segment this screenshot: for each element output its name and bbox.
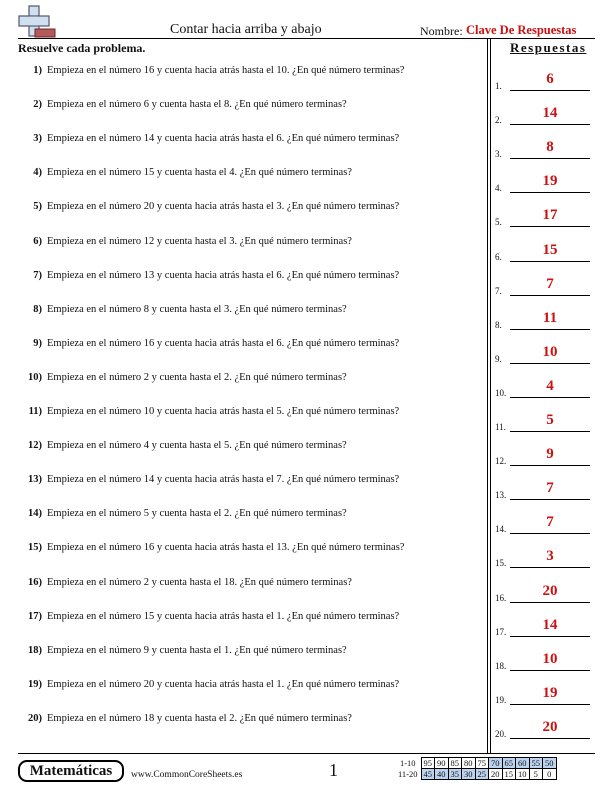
problem-number: 15)	[28, 542, 42, 554]
answer-line	[510, 329, 590, 330]
problem-item	[18, 406, 399, 422]
problem-text: Empieza en el número 16 y cuenta hacia atrás hasta el 6. ¿En qué número terminas?	[47, 337, 400, 349]
problem-text: Empieza en el número 16 y cuenta hacia atrás hasta el 10. ¿En qué número terminas?	[47, 65, 405, 76]
answer-line	[510, 738, 590, 739]
answer-number: 2.	[495, 115, 502, 126]
problem-item	[18, 542, 404, 558]
score-cell: 25	[475, 769, 489, 780]
problem-item	[18, 270, 399, 286]
score-cell: 45	[421, 769, 435, 780]
problem-text: Empieza en el número 2 y cuenta hasta el 18. ¿En qué número terminas?	[47, 576, 352, 588]
answer-item	[495, 512, 595, 536]
score-cell: 65	[502, 758, 516, 769]
problem-number: 18)	[28, 644, 42, 656]
problem-item	[18, 645, 347, 661]
answer-item	[495, 171, 595, 195]
score-row-label: 1-10	[399, 758, 416, 768]
problem-item	[18, 372, 347, 388]
answer-line	[510, 704, 590, 705]
problem-item	[18, 679, 399, 695]
answer-item	[495, 717, 595, 741]
problem-text: Empieza en el número 10 y cuenta hacia atrás hasta el 5. ¿En qué número terminas?	[47, 406, 400, 417]
problem-number: 20)	[28, 712, 42, 724]
problem-text: Empieza en el número 2 y cuenta hasta el 2. ¿En qué número terminas?	[47, 371, 347, 383]
answer-number: 18.	[495, 660, 507, 671]
score-cell: 80	[462, 758, 476, 769]
score-cell: 70	[489, 758, 503, 769]
problem-number: 3)	[33, 133, 42, 145]
column-divider	[487, 39, 488, 753]
answer-item	[495, 615, 595, 639]
answer-value: 10	[542, 343, 558, 360]
answer-item	[495, 444, 595, 468]
problem-text: Empieza en el número 20 y cuenta hacia atrás hasta el 1. ¿En qué número terminas?	[47, 678, 400, 690]
answer-item	[495, 342, 595, 366]
answer-line	[510, 499, 590, 500]
answer-line	[510, 124, 590, 125]
problem-number: 12)	[28, 440, 42, 452]
problem-text: Empieza en el número 16 y cuenta hacia atrás hasta el 13. ¿En qué número terminas?	[47, 542, 405, 554]
answer-value: 7	[546, 514, 554, 531]
answer-number: 17.	[495, 626, 507, 637]
answer-number: 19.	[495, 694, 507, 705]
answer-value: 14	[542, 616, 558, 633]
answer-line	[510, 158, 590, 159]
problem-item	[18, 577, 352, 593]
answer-line	[510, 192, 590, 193]
answer-value: 3	[546, 548, 554, 565]
answers-column-title: Respuestas	[510, 40, 587, 55]
answer-value: 14	[542, 105, 558, 122]
answer-number: 4.	[495, 183, 502, 194]
problem-text: Empieza en el número 15 y cuenta hacia atrás hasta el 1. ¿En qué número terminas?	[47, 610, 400, 622]
answer-value: 6	[546, 71, 554, 87]
score-cell: 15	[502, 769, 516, 780]
problem-item	[18, 338, 399, 354]
problem-item	[18, 713, 352, 729]
answer-number: 6.	[495, 251, 502, 262]
answer-number: 14.	[495, 524, 507, 535]
problem-text: Empieza en el número 13 y cuenta hacia atrás hasta el 6. ¿En qué número terminas?	[47, 269, 400, 281]
answer-number: 13.	[495, 490, 507, 501]
problem-item	[18, 304, 347, 320]
answer-number: 15.	[495, 558, 507, 569]
answer-line	[510, 397, 590, 398]
answer-value: 10	[542, 650, 558, 667]
header-divider	[18, 38, 595, 39]
problem-item	[18, 133, 399, 149]
problem-text: Empieza en el número 9 y cuenta hasta el 1. ¿En qué número terminas?	[47, 644, 347, 656]
problem-item	[18, 201, 399, 217]
score-cell: 90	[435, 758, 449, 769]
problem-text: Empieza en el número 18 y cuenta hasta el 2. ¿En qué número terminas?	[47, 712, 352, 724]
answer-number: 7.	[495, 285, 502, 296]
answer-line	[510, 602, 590, 603]
answer-number: 20.	[495, 728, 507, 739]
problem-number: 6)	[33, 235, 42, 247]
problem-number: 8)	[33, 303, 42, 315]
name-label: Nombre:	[420, 24, 463, 38]
answer-line	[510, 363, 590, 364]
problem-item	[18, 440, 347, 456]
score-cell: 5	[529, 769, 543, 780]
score-row-label: 11-20	[398, 769, 418, 779]
score-cell: 40	[435, 769, 449, 780]
problem-number: 13)	[28, 474, 42, 486]
answer-item	[495, 410, 595, 434]
problem-number: 17)	[28, 610, 42, 622]
answer-value: 17	[542, 207, 558, 224]
answer-value: 19	[542, 684, 558, 701]
answer-number: 9.	[495, 353, 502, 364]
score-cell: 55	[529, 758, 543, 769]
problem-item	[18, 99, 347, 115]
problem-number: 5)	[33, 201, 42, 213]
score-cell: 35	[448, 769, 462, 780]
problem-text: Empieza en el número 4 y cuenta hasta el 5. ¿En qué número terminas?	[47, 440, 347, 452]
answer-item	[495, 546, 595, 570]
answer-number: 3.	[495, 149, 502, 160]
problem-number: 14)	[28, 508, 42, 520]
problem-item	[18, 167, 352, 183]
answer-line	[510, 261, 590, 262]
answer-item	[495, 103, 595, 127]
answer-item	[495, 683, 595, 707]
problem-number: 9)	[33, 337, 42, 349]
worksheet-title: Contar hacia arriba y abajo	[170, 22, 322, 37]
answer-item	[495, 205, 595, 229]
answer-number: 16.	[495, 592, 507, 603]
answer-item	[495, 137, 595, 161]
answer-line	[510, 226, 590, 227]
problem-text: Empieza en el número 5 y cuenta hasta el 2. ¿En qué número terminas?	[47, 508, 347, 520]
problem-item	[18, 611, 399, 627]
answer-value: 11	[542, 309, 558, 326]
answer-value: 8	[546, 139, 554, 156]
answer-item	[495, 69, 595, 93]
answer-item	[495, 649, 595, 673]
answer-number: 5.	[495, 217, 502, 228]
answer-item	[495, 274, 595, 298]
problem-item	[18, 474, 399, 490]
score-cell: 20	[489, 769, 503, 780]
answer-value: 4	[546, 377, 554, 394]
answer-value: 15	[542, 241, 558, 258]
answer-line	[510, 567, 590, 568]
score-row	[396, 769, 556, 780]
answer-item	[495, 376, 595, 400]
answer-value: 20	[542, 718, 558, 735]
answer-number: 12.	[495, 456, 507, 467]
answer-line	[510, 431, 590, 432]
instructions: Resuelve cada problema.	[18, 41, 146, 55]
problem-text: Empieza en el número 6 y cuenta hasta el 8. ¿En qué número terminas?	[47, 99, 347, 111]
problem-item	[18, 65, 404, 81]
footer-divider	[18, 753, 595, 754]
answer-line	[510, 636, 590, 637]
problem-text: Empieza en el número 8 y cuenta hasta el 3. ¿En qué número terminas?	[47, 303, 347, 315]
answer-line	[510, 90, 590, 91]
answer-value: 19	[542, 173, 558, 190]
answer-item	[495, 478, 595, 502]
problem-number: 19)	[28, 678, 42, 690]
problem-number: 10)	[28, 371, 42, 383]
column-divider	[490, 39, 491, 753]
brand-badge: Matemáticas	[18, 760, 124, 782]
score-cell: 50	[543, 758, 557, 769]
score-cell: 85	[448, 758, 462, 769]
answer-line	[510, 670, 590, 671]
score-cell: 0	[543, 769, 557, 780]
score-cell: 75	[475, 758, 489, 769]
name-value: Clave De Respuestas	[466, 23, 577, 37]
problem-text: Empieza en el número 15 y cuenta hasta el 4. ¿En qué número terminas?	[47, 167, 352, 179]
answer-item	[495, 308, 595, 332]
answer-number: 10.	[495, 387, 507, 398]
score-row	[396, 758, 556, 769]
website-link[interactable]: www.CommonCoreSheets.es	[131, 770, 243, 780]
answer-value: 7	[546, 480, 554, 497]
answer-number: 11.	[495, 422, 506, 432]
score-table	[396, 757, 557, 780]
answer-line	[510, 295, 590, 296]
score-cell: 30	[462, 769, 476, 780]
answer-value: 9	[546, 446, 554, 463]
answer-value: 7	[546, 275, 554, 292]
problem-number: 4)	[33, 167, 42, 179]
answer-line	[510, 465, 590, 466]
answer-item	[495, 581, 595, 605]
problem-text: Empieza en el número 20 y cuenta hacia atrás hasta el 3. ¿En qué número terminas?	[47, 201, 400, 213]
answer-item	[495, 240, 595, 264]
score-cell: 60	[516, 758, 530, 769]
problem-text: Empieza en el número 14 y cuenta hacia atrás hasta el 7. ¿En qué número terminas?	[47, 474, 400, 486]
problem-number: 1)	[33, 65, 42, 76]
answer-number: 1.	[495, 81, 502, 91]
problem-number: 11)	[28, 406, 42, 417]
score-cell: 95	[421, 758, 435, 769]
problem-text: Empieza en el número 12 y cuenta hasta el 3. ¿En qué número terminas?	[47, 235, 352, 247]
problem-text: Empieza en el número 14 y cuenta hacia atrás hasta el 6. ¿En qué número terminas?	[47, 133, 400, 145]
answer-number: 8.	[495, 319, 502, 330]
plus-sign-logo-icon	[18, 5, 56, 39]
problem-number: 7)	[33, 269, 42, 281]
problem-item	[18, 508, 347, 524]
page-number: 1	[329, 760, 338, 780]
problem-number: 2)	[33, 99, 42, 111]
score-cell: 10	[516, 769, 530, 780]
answer-line	[510, 533, 590, 534]
problem-item	[18, 236, 352, 252]
answer-value: 5	[546, 412, 554, 428]
answer-value: 20	[542, 582, 558, 599]
problem-number: 16)	[28, 576, 42, 588]
